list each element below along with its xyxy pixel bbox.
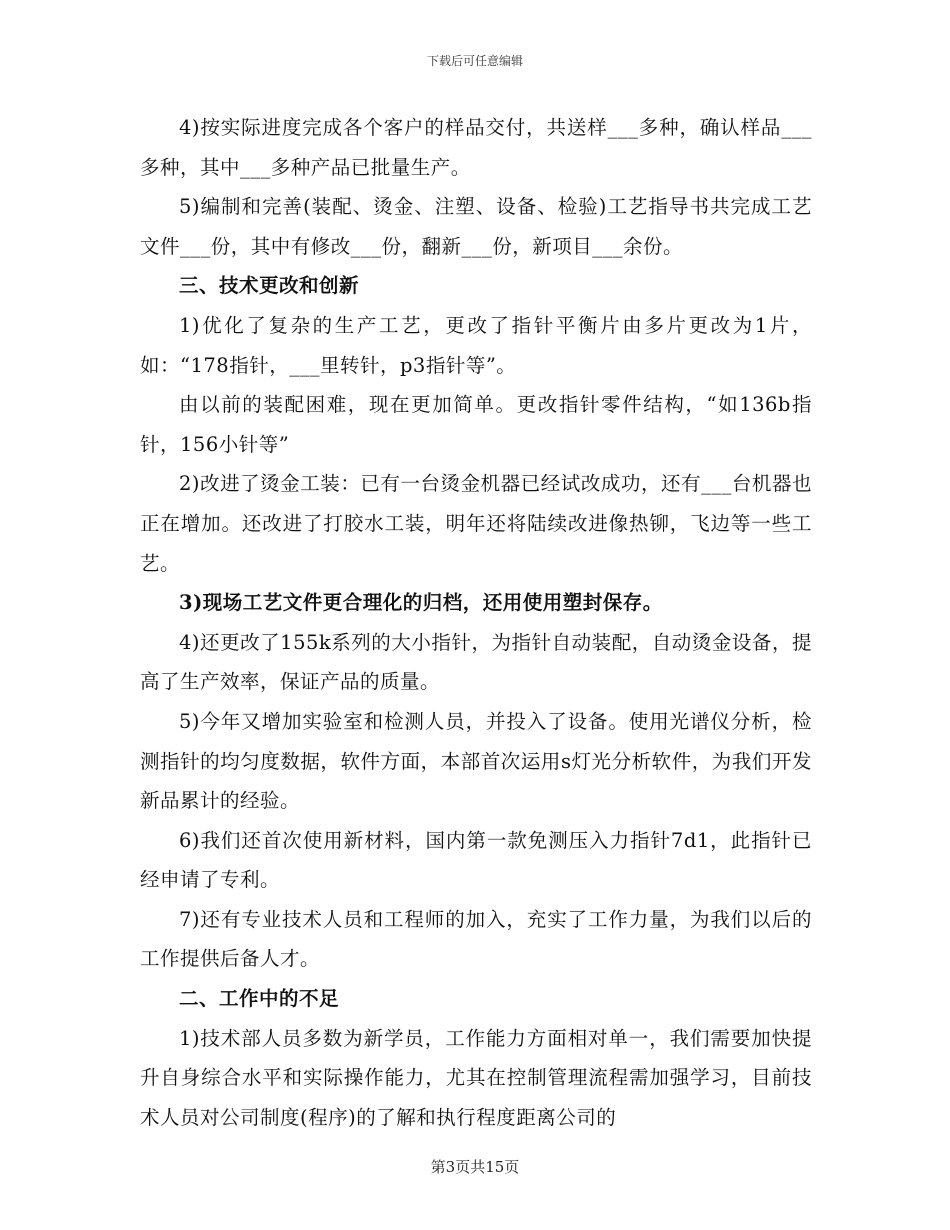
page-header: 下载后可任意编辑 — [426, 54, 523, 68]
paragraph-optimize-process: 1)优化了复杂的生产工艺，更改了指针平衡片由多片更改为1片，如：“178指针，___里转针，p3指针等”。 — [140, 313, 812, 377]
section-heading-shortcomings: 二、工作中的不足 — [179, 987, 340, 1011]
paragraph-laboratory: 5)今年又增加实验室和检测人员，并投入了设备。使用光谱仪分析，检测指针的均匀度数据，软件方面，本部首次运用s灯光分析软件，为我们开发新品累计的经验。 — [140, 709, 812, 813]
paragraph-staff-skills: 1)技术部人员多数为新学员，工作能力方面相对单一，我们需要加快提升自身综合水平和实际操作能力，尤其在控制管理流程需加强学习，目前技术人员对公司制度(程序)的了解和执行程度距离公司的 — [140, 1026, 812, 1129]
paragraph-process-documents: 5)编制和完善(装配、烫金、注塑、设备、检验)工艺指导书共完成工艺文件___份，其中有修改___份，翻新___份，新项目___余份。 — [140, 195, 812, 258]
paragraph-assembly-simplified: 由以前的装配困难，现在更加简单。更改指针零件结构，“如136b指针，156小针等” — [140, 393, 812, 456]
paragraph-sample-delivery: 4)按实际进度完成各个客户的样品交付，共送样___多种，确认样品___多种，其中___多种产品已批量生产。 — [140, 116, 812, 179]
paragraph-document-archiving: 3)现场工艺文件更合理化的归档，还用使用塑封保存。 — [179, 591, 663, 615]
section-heading-tech-innovation: 三、技术更改和创新 — [179, 274, 360, 298]
document-body — [140, 108, 812, 1137]
paragraph-new-material: 6)我们还首次使用新材料，国内第一款免测压入力指针7d1，此指针已经申请了专利。 — [140, 828, 812, 892]
paragraph-hot-stamping-tooling: 2)改进了烫金工装：已有一台烫金机器已经试改成功，还有___台机器也正在增加。还改进了打胶水工装，明年还将陆续改进像热铆，飞边等一些工艺。 — [140, 472, 812, 575]
paragraph-155k-pointers: 4)还更改了155k系列的大小指针，为指针自动装配，自动烫金设备，提高了生产效率，保证产品的质量。 — [140, 630, 812, 694]
paragraph-engineers: 7)还有专业技术人员和工程师的加入，充实了工作力量，为我们以后的工作提供后备人才。 — [140, 907, 812, 971]
page-number-footer: 第3页共15页 — [430, 1158, 520, 1176]
